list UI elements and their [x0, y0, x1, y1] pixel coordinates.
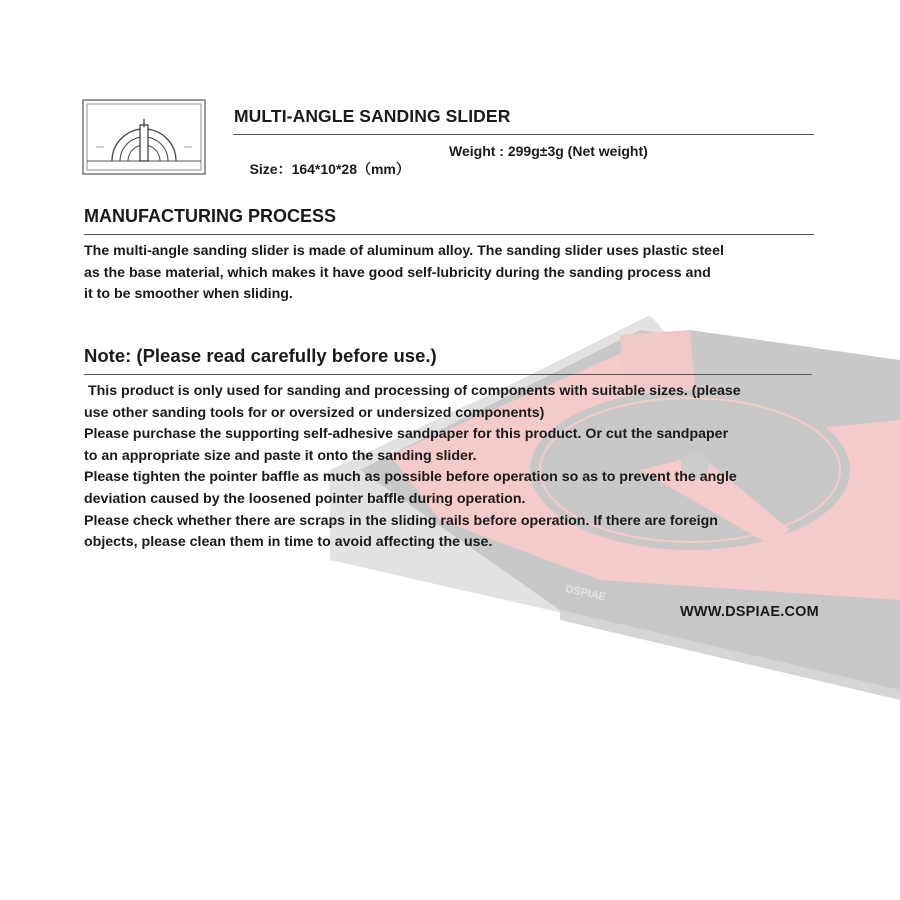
note-line: Please check whether there are scraps in the sliding rails before operation. If there are foreign	[84, 512, 718, 529]
size-spec: Size：164*10*28（mm）	[249, 161, 410, 177]
website-link[interactable]: WWW.DSPIAE.COM	[680, 604, 819, 620]
paragraph-line: The multi-angle sanding slider is made of aluminum alloy. The sanding slider uses plastic steel	[84, 243, 724, 259]
note-line: This product is only used for sanding and processing of components with suitable sizes. (please	[84, 383, 741, 399]
sanding-slider-diagram-icon	[82, 99, 206, 175]
product-specs	[234, 143, 648, 211]
divider	[84, 234, 814, 235]
note-line: objects, please clean them in time to avoid affecting the use.	[84, 534, 493, 551]
note-line: use other sanding tools for or oversized or undersized components)	[84, 404, 545, 421]
note-line: deviation caused by the loosened pointer baffle during operation.	[84, 490, 526, 507]
paragraph-line: as the base material, which makes it have good self-lubricity during the sanding process and	[84, 264, 711, 281]
weight-spec: Weight : 299g±3g (Net weight)	[449, 143, 648, 159]
manufacturing-paragraph	[84, 241, 814, 306]
note-heading: Note: (Please read carefully before use.)	[84, 345, 437, 366]
brand-mark: DSPIAE	[564, 583, 607, 604]
product-title: MULTI-ANGLE SANDING SLIDER	[234, 106, 511, 126]
divider	[84, 374, 812, 375]
manufacturing-heading: MANUFACTURING PROCESS	[84, 206, 337, 226]
note-line: Please tighten the pointer baffle as much as possible before operation so as to prevent the angle	[84, 469, 737, 486]
note-paragraph	[84, 381, 824, 554]
note-line: Please purchase the supporting self-adhesive sandpaper for this product. Or cut the sandpaper	[84, 426, 729, 443]
divider	[233, 134, 814, 135]
note-line: to an appropriate size and paste it onto the sanding slider.	[84, 447, 477, 464]
paragraph-line: it to be smoother when sliding.	[84, 286, 293, 303]
